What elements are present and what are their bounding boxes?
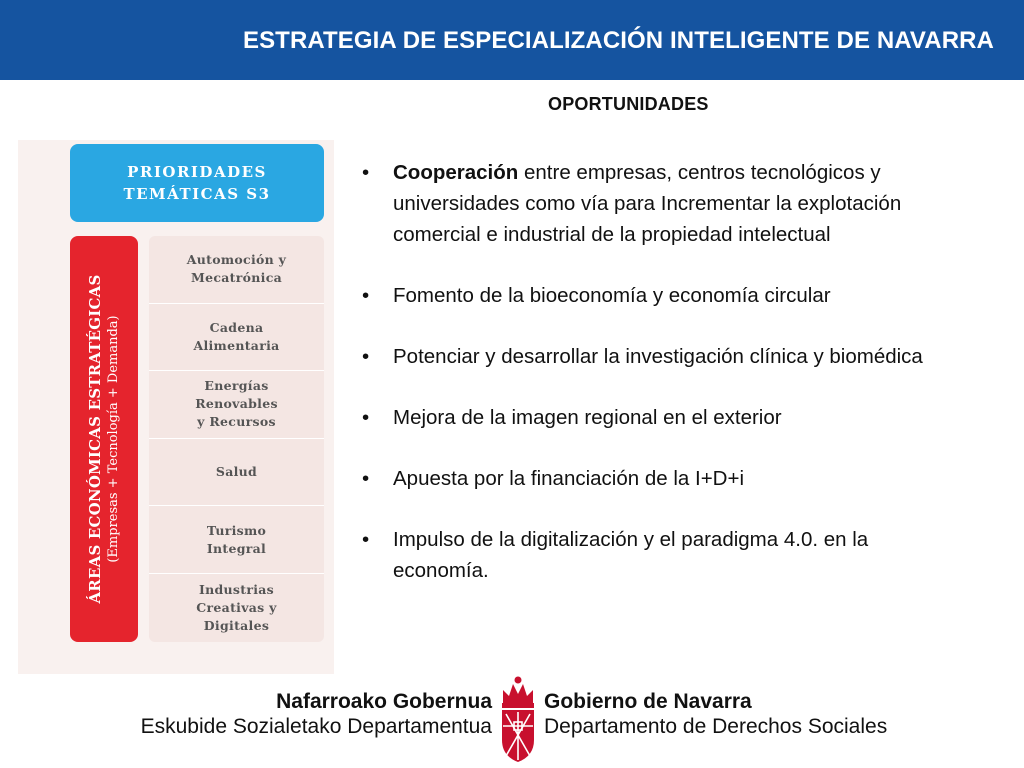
area-cell: Automoción y Mecatrónica [149, 236, 324, 304]
footer-basque-government: Nafarroako Gobernua [276, 690, 492, 713]
area-cell: Salud [149, 439, 324, 507]
area-cell: Energías Renovables y Recursos [149, 371, 324, 439]
bullet-text: Potenciar y desarrollar la investigación clínica y biomédica [393, 345, 923, 368]
strategic-areas-label [86, 239, 122, 639]
list-item [362, 463, 962, 494]
area-cell: Cadena Alimentaria [149, 304, 324, 372]
list-item [362, 157, 962, 250]
bullet-icon: • [362, 406, 370, 429]
navarra-crest-icon [497, 674, 539, 764]
bullet-text: Impulso de la digitalización y el paradigma 4.0. en la economía. [393, 528, 869, 582]
area-cells [149, 236, 324, 642]
priorities-box [70, 144, 324, 222]
page-title: ESTRATEGIA DE ESPECIALIZACIÓN INTELIGENTE DE NAVARRA [242, 27, 994, 54]
areas-line-2: (Empresas + Tecnología + Demanda) [106, 315, 121, 563]
list-item [362, 341, 962, 372]
priorities-line-1: PRIORIDADES [127, 163, 267, 181]
footer-basque-department: Eskubide Sozialetako Departamentua [140, 715, 492, 738]
list-item [362, 524, 962, 586]
bullet-text: entre empresas, centros tecnológicos y universidades como vía para Incrementar la explotación comercial e industrial de la propiedad intelectual [393, 161, 902, 246]
priorities-line-2: TEMÁTICAS S3 [123, 185, 271, 203]
header-bar [0, 0, 1024, 80]
s3-priorities-diagram [18, 140, 334, 674]
bullet-icon: • [362, 528, 370, 551]
bullet-bold: Cooperación [393, 161, 519, 184]
footer-logo [0, 672, 1024, 768]
bullet-text: Fomento de la bioeconomía y economía circular [393, 284, 831, 307]
list-item [362, 280, 962, 311]
list-item [362, 402, 962, 433]
strategic-areas-box [70, 236, 138, 642]
section-title: OPORTUNIDADES [548, 94, 709, 114]
footer-navarra-government: Gobierno de Navarra [544, 690, 752, 713]
area-cell: Industrias Creativas y Digitales [196, 581, 277, 633]
bullet-icon: • [362, 161, 370, 184]
area-cell: Turismo Integral [149, 506, 324, 574]
areas-line-1: ÁREAS ECONÓMICAS ESTRATÉGICAS [86, 274, 104, 604]
bullet-icon: • [362, 345, 370, 368]
bullet-icon: • [362, 467, 370, 490]
bullet-icon: • [362, 284, 370, 307]
footer-navarra-department: Departamento de Derechos Sociales [544, 715, 888, 738]
bullet-text: Mejora de la imagen regional en el exterior [393, 406, 782, 429]
bullet-text: Apuesta por la financiación de la I+D+i [393, 467, 745, 490]
opportunities-list [362, 157, 962, 586]
